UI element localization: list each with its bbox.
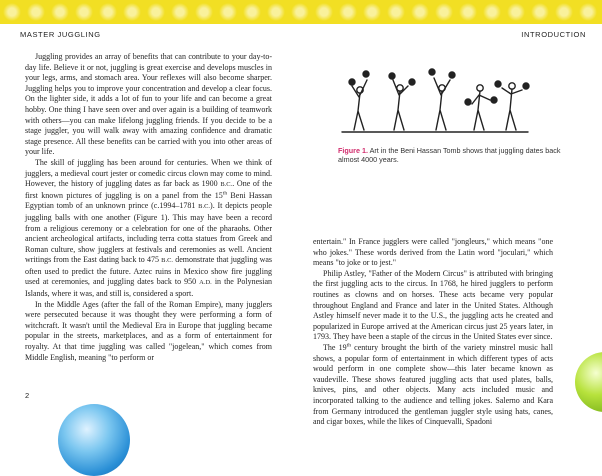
decorative-blue-ball — [58, 404, 130, 476]
paragraph: In the Middle Ages (after the fall of the Roman Empire), many jugglers were persecuted because it was thought they were performing a form of witchcraft. It wasn't until the Medieval Era in Europe that juggling became popular in the streets, marketplaces, and as a form of entertainment for royalty. At that time juggling was called "jogelean," which comes from Middle English, meaning "to perform or — [25, 299, 272, 362]
paragraph: entertain." In France jugglers were called "jongleurs," which means "one who jokes." These words derived from the Latin word "joculari," which means "to joke or to jest." — [313, 237, 553, 268]
figure-caption — [338, 146, 566, 164]
running-header-left: MASTER JUGGLING — [20, 30, 101, 39]
left-text-column — [25, 52, 272, 363]
figure-caption-text: Art in the Beni Hassan Tomb shows that juggling dates back almost 4000 years. — [338, 146, 561, 165]
decorative-green-ball — [575, 352, 602, 412]
paragraph: Juggling provides an array of benefits that can contribute to your day-to-day life. Believe it or not, juggling is great exercise and develops muscles in your legs, arms, and stomach area. Your reflexes will also become sharper. Juggling helps you to improve your concentration and develop a clear focus. On the lighter side, it adds a lot of fun to your life and can become a great hobby. One thing I have seen over and over again is a building of teamwork with others—you can make lifelong juggling friends. If you decide to be a stage juggler, you will walk away with amazing confidence and dramatic stage presence. All these benefits can be carried with you into other areas of your life. — [25, 52, 272, 157]
right-text-column — [313, 237, 553, 428]
page-number-left: 2 — [25, 391, 30, 400]
paragraph: The skill of juggling has been around for centuries. When we think of jugglers, a medieval court jester or comedic circus clown may come to mind. However, the history of juggling dates as far back as 1900 B.C.. One of the first known pictures of juggling is on a panel from the 15th Beni Hassan Egyptian tomb of an unknown prince (c.1994–1781 B.C.). It depicts people juggling balls with one another (Figure 1). This may have been a record from a religious ceremony or a celebration for one of the pharaohs. Other ancient archeological artifacts, including terra cotta statues from Greek and Roman culture, show jugglers at festivals and ceremonies as well. Ancient writings from the East dating back to 475 B.C. demonstrate that juggling was often used to predict the future. Aztec ruins in Mexico show fire juggling used at ceremonies, and juggling dates back to 950 A.D. in the Polynesian Islands, where it was, and still is, considered a sport. — [25, 157, 273, 299]
beni-hassan-juggling-illustration — [340, 66, 530, 134]
figure-label: Figure 1. — [338, 146, 368, 155]
paragraph: Philip Astley, "Father of the Modern Circus" is attributed with bringing the first juggling acts to the circus. In 1768, he hired jugglers to perform routines as clowns and on horses. These acts became very popular throughout England and France and later in the United States. Although Astley himself never made it to the U.S., the juggling acts he created and popularized in Europe arrived at the American circus just 25 years later, in 1793. They have been a staple of the circus in the United States ever since. — [313, 268, 553, 342]
decorative-header-band — [0, 0, 602, 24]
paragraph: The 19th century brought the birth of the variety minstrel music hall shows, a popular form of entertainment in which different types of acts would perform in one complete show—this later became known as vaudeville. These shows featured juggling acts that used plates, balls, knives, pins, and other objects. Many acts included music and incorporated talking to the audience and telling jokes. Salerno and Kara from Germany introduced the gentleman juggler style using hats, canes, and cigar boxes, while the likes of Cinquevalli, Spadoni — [313, 342, 553, 427]
running-header-right: INTRODUCTION — [521, 30, 586, 39]
